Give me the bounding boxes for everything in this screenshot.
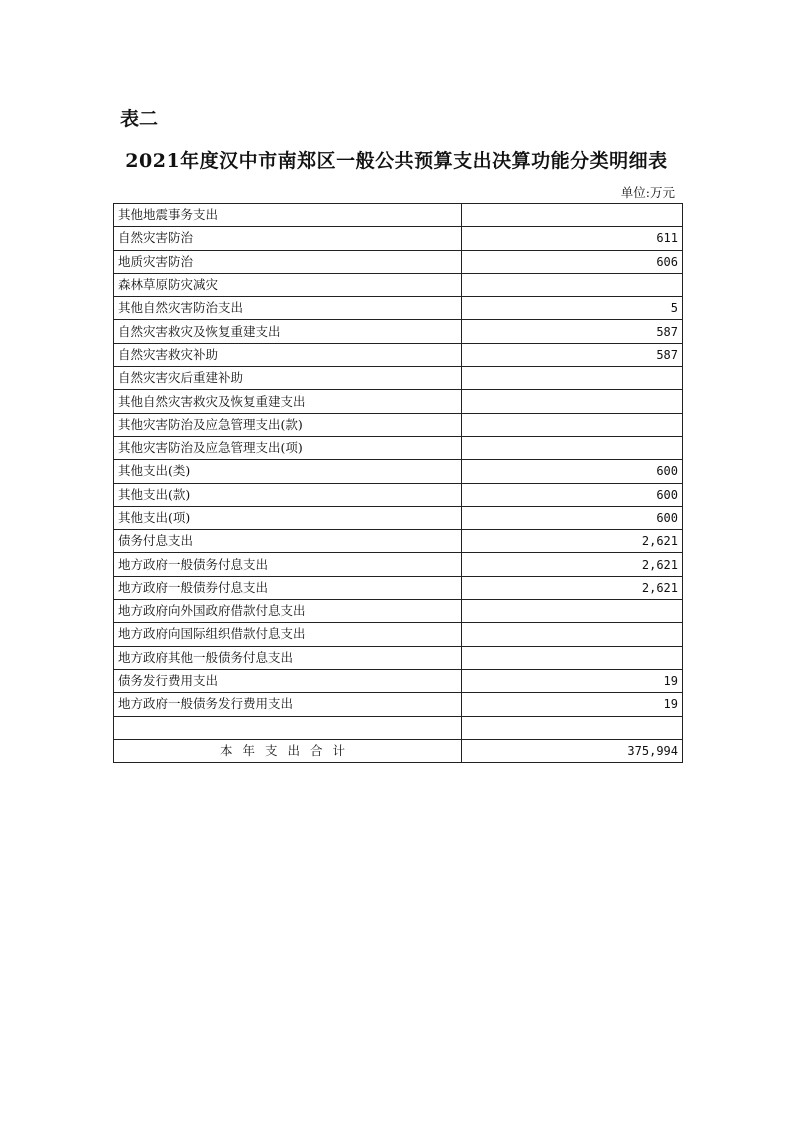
row-item-name: 债务付息支出 [114, 530, 462, 553]
table-row [114, 576, 683, 599]
row-item-name: 其他灾害防治及应急管理支出(款) [114, 413, 462, 436]
row-item-value [462, 623, 683, 646]
row-item-value: 611 [462, 227, 683, 250]
row-item-name: 地质灾害防治 [114, 250, 462, 273]
table-row [114, 413, 683, 436]
row-item-name: 森林草原防灾减灾 [114, 273, 462, 296]
row-item-name: 自然灾害救灾及恢复重建支出 [114, 320, 462, 343]
row-item-name: 其他自然灾害救灾及恢复重建支出 [114, 390, 462, 413]
row-item-value: 600 [462, 506, 683, 529]
total-value: 375,994 [462, 739, 683, 762]
row-item-value: 600 [462, 483, 683, 506]
row-item-name: 其他灾害防治及应急管理支出(项) [114, 436, 462, 459]
row-item-value: 2,621 [462, 576, 683, 599]
row-item-value [462, 646, 683, 669]
row-item-name: 地方政府一般债券付息支出 [114, 576, 462, 599]
table-row [114, 297, 683, 320]
row-item-name: 地方政府一般债务发行费用支出 [114, 693, 462, 716]
row-item-value [462, 436, 683, 459]
row-item-name: 自然灾害防治 [114, 227, 462, 250]
budget-table-body [114, 204, 683, 740]
row-item-value: 19 [462, 669, 683, 692]
row-item-value: 5 [462, 297, 683, 320]
row-item-value: 587 [462, 320, 683, 343]
table-row [114, 646, 683, 669]
row-item-value: 606 [462, 250, 683, 273]
table-row [114, 204, 683, 227]
row-item-name: 地方政府一般债务付息支出 [114, 553, 462, 576]
row-item-value: 2,621 [462, 553, 683, 576]
table-row [114, 483, 683, 506]
row-item-name: 其他地震事务支出 [114, 204, 462, 227]
table-row [114, 367, 683, 390]
row-item-value [462, 413, 683, 436]
row-item-value [462, 367, 683, 390]
row-item-name: 地方政府向外国政府借款付息支出 [114, 600, 462, 623]
row-item-name: 地方政府其他一般债务付息支出 [114, 646, 462, 669]
table-row [114, 623, 683, 646]
table-row [114, 460, 683, 483]
table-row [114, 530, 683, 553]
table-row [114, 553, 683, 576]
table-row [114, 716, 683, 739]
table-row [114, 273, 683, 296]
row-item-name: 其他支出(项) [114, 506, 462, 529]
row-item-name: 其他支出(款) [114, 483, 462, 506]
total-label: 本年支出合计 [114, 739, 462, 762]
row-item-value: 587 [462, 343, 683, 366]
table-row [114, 436, 683, 459]
row-item-value [462, 390, 683, 413]
unit-label: 单位:万元 [620, 185, 675, 200]
table-row [114, 250, 683, 273]
table-row [114, 227, 683, 250]
row-item-value: 19 [462, 693, 683, 716]
table-row [114, 669, 683, 692]
total-row [114, 739, 683, 762]
row-item-name [114, 716, 462, 739]
row-item-name: 自然灾害灾后重建补助 [114, 367, 462, 390]
row-item-name: 债务发行费用支出 [114, 669, 462, 692]
table-row [114, 600, 683, 623]
row-item-name: 自然灾害救灾补助 [114, 343, 462, 366]
row-item-value: 2,621 [462, 530, 683, 553]
table-number-label: 表二 [120, 108, 159, 130]
row-item-value [462, 716, 683, 739]
row-item-value [462, 273, 683, 296]
row-item-name: 其他支出(类) [114, 460, 462, 483]
budget-table [113, 203, 683, 763]
row-item-name: 地方政府向国际组织借款付息支出 [114, 623, 462, 646]
row-item-value [462, 600, 683, 623]
row-item-value [462, 204, 683, 227]
row-item-name: 其他自然灾害防治支出 [114, 297, 462, 320]
table-row [114, 506, 683, 529]
table-row [114, 320, 683, 343]
table-row [114, 693, 683, 716]
row-item-value: 600 [462, 460, 683, 483]
table-row [114, 390, 683, 413]
table-row [114, 343, 683, 366]
page-title: 2021年度汉中市南郑区一般公共预算支出决算功能分类明细表 [125, 150, 668, 172]
